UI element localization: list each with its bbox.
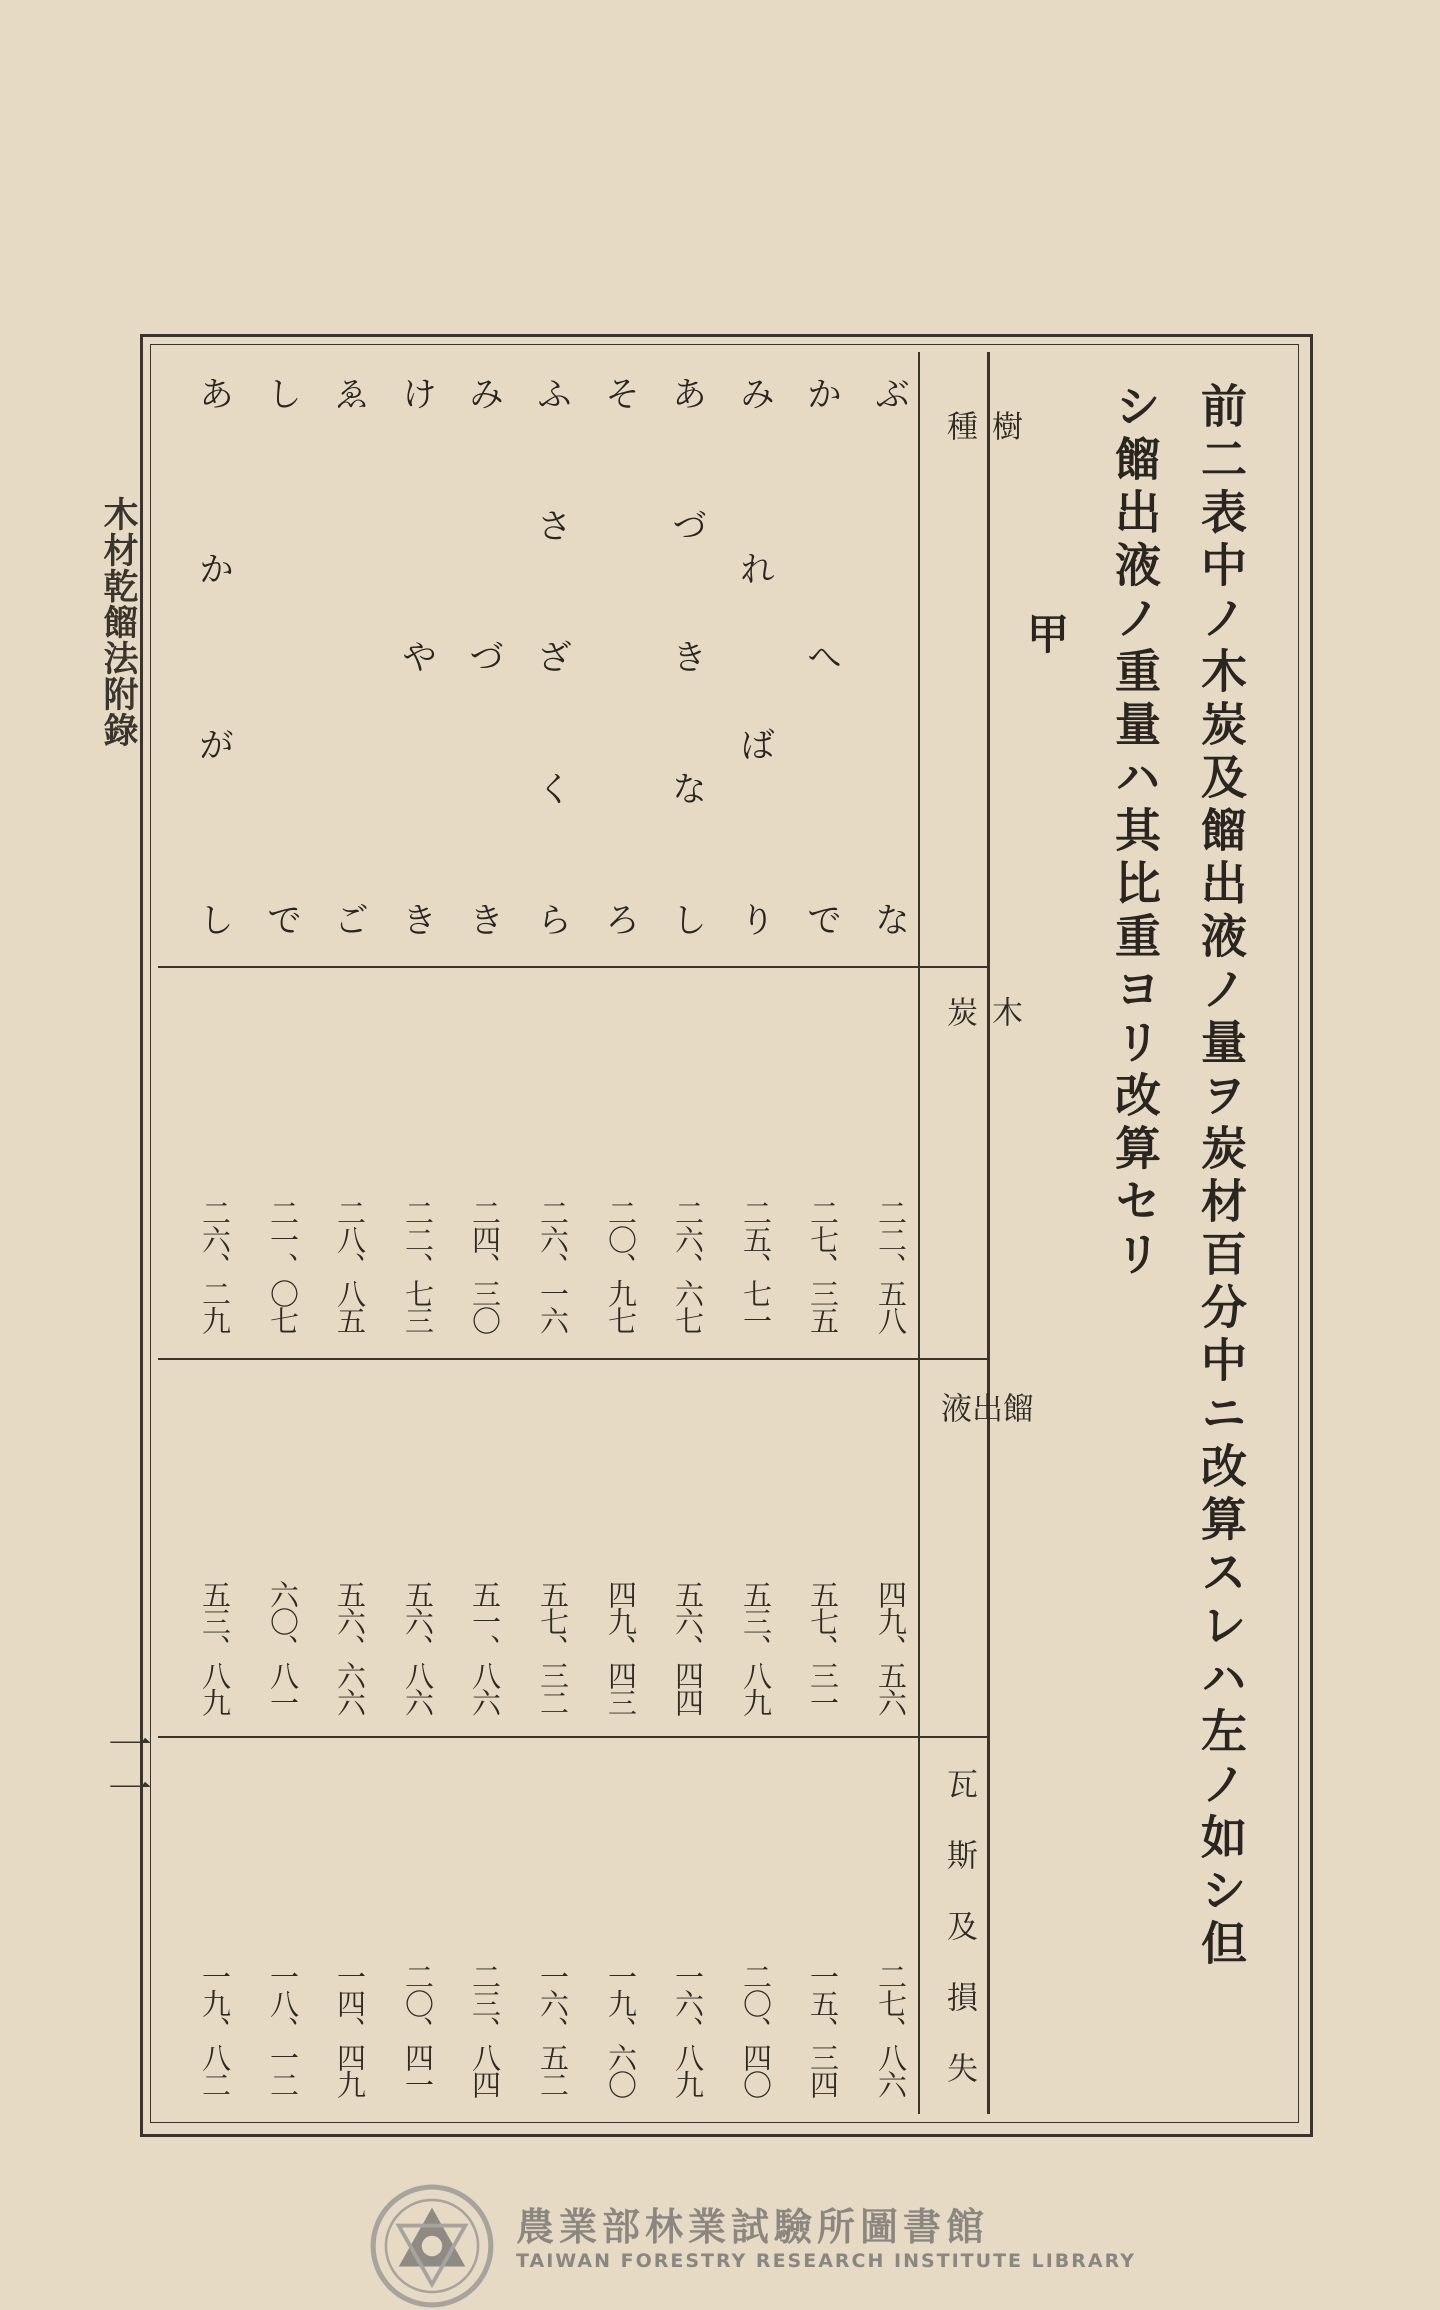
distillate-value: 五七、三二 [536, 1580, 570, 1715]
header-charcoal-1: 木 [986, 996, 1022, 1027]
species-char: み [740, 375, 778, 415]
species-char: ば [740, 725, 778, 766]
species-header-divider [918, 352, 920, 2114]
charcoal-value: 二八、八五 [333, 1198, 367, 1333]
species-char: へ [807, 638, 845, 678]
species-char: ご [334, 901, 372, 941]
body-text-line-2: シ餾出液ノ重量ハ其比重ヨリ改算セリ [1108, 382, 1162, 1283]
species-cell [604, 375, 644, 941]
species-char: ゑ [334, 375, 372, 415]
species-char: く [537, 769, 575, 810]
species-char: で [807, 901, 845, 941]
header-charcoal-2: 炭 [941, 996, 977, 1027]
species-cell [806, 375, 846, 941]
table-label: 甲 [1021, 612, 1070, 654]
gas-loss-value: 一四、四九 [333, 1962, 367, 2097]
gas-loss-value: 一六、五二 [536, 1962, 570, 2097]
header-gas-loss: 瓦斯及損失 [941, 1768, 977, 2123]
gas-loss-value: 一八、一二 [266, 1962, 300, 2097]
gas-loss-value: 二〇、四〇 [739, 1962, 773, 2097]
species-char: ざ [537, 638, 575, 678]
distillate-value: 五六、四四 [671, 1580, 705, 1715]
gas-loss-value: 二三、八四 [468, 1962, 502, 2097]
species-char: ろ [605, 901, 643, 941]
species-char: さ [537, 506, 575, 547]
species-cell [874, 375, 914, 941]
species-char: あ [672, 375, 710, 415]
species-char: な [672, 769, 710, 810]
species-char: ふ [537, 375, 575, 415]
distillate-value: 四九、四三 [604, 1580, 638, 1715]
header-species-2: 種 [941, 410, 977, 441]
charcoal-value: 二〇、九七 [604, 1198, 638, 1333]
species-char: か [807, 375, 845, 415]
charcoal-value: 二五、七一 [739, 1198, 773, 1333]
species-char: そ [605, 375, 643, 415]
header-distillate-3: 液 [935, 1392, 971, 1423]
charcoal-value: 二四、三〇 [468, 1198, 502, 1333]
distillate-value: 五七、三一 [806, 1580, 840, 1715]
row-divider-species [158, 966, 988, 968]
species-cell [333, 375, 373, 941]
species-char: し [672, 901, 710, 941]
charcoal-value: 二二、七三 [401, 1198, 435, 1333]
species-char: づ [469, 638, 507, 678]
header-species [937, 410, 1027, 860]
species-cell [671, 375, 711, 941]
row-divider-charcoal [158, 1358, 988, 1360]
species-char: ぶ [875, 375, 913, 415]
distillate-value: 四九、五六 [874, 1580, 908, 1715]
running-header: 木材乾餾法附錄 [98, 496, 139, 748]
species-cell [739, 375, 779, 941]
gas-loss-value: 二七、八六 [874, 1962, 908, 2097]
library-seal-logo [368, 2182, 496, 2310]
distillate-value: 五一、八六 [468, 1580, 502, 1715]
species-char: み [469, 375, 507, 415]
charcoal-value: 二六、二九 [198, 1198, 232, 1333]
species-char: き [672, 638, 710, 678]
header-distillate-1: 餾 [997, 1392, 1033, 1423]
species-char: あ [199, 375, 237, 415]
species-cell [536, 375, 576, 941]
species-char: し [199, 900, 237, 941]
species-char: り [740, 900, 778, 941]
species-char: や [402, 638, 440, 678]
header-charcoal [937, 996, 1027, 1286]
species-char: け [402, 375, 440, 415]
species-char: き [469, 901, 507, 941]
species-cell [468, 375, 508, 941]
species-char: な [875, 901, 913, 941]
distillate-value: 五六、六六 [333, 1580, 367, 1715]
species-cell [401, 375, 441, 941]
row-divider-distillate [158, 1736, 988, 1738]
library-name-en: TAIWAN FORESTRY RESEARCH INSTITUTE LIBRARY [516, 2250, 1136, 2272]
body-text-line-1: 前二表中ノ木炭及餾出液ノ量ヲ炭材百分中ニ改算スレハ左ノ如シ但 [1194, 382, 1248, 1972]
distillate-value: 六〇、八一 [266, 1580, 300, 1715]
library-name-zh: 農業部林業試驗所圖書館 [516, 2205, 990, 2249]
distillate-value: 五六、八六 [401, 1580, 435, 1715]
page-number: 一一 [100, 1722, 151, 1810]
header-species-1: 樹 [986, 410, 1022, 441]
header-distillate-2: 出 [966, 1392, 1002, 1423]
species-char: き [402, 901, 440, 941]
charcoal-value: 二六、六七 [671, 1198, 705, 1333]
species-char: ら [537, 901, 575, 941]
gas-loss-value: 一九、八二 [198, 1962, 232, 2097]
charcoal-value: 二二、五八 [874, 1198, 908, 1333]
species-char: づ [672, 506, 710, 547]
distillate-value: 五三、八九 [198, 1580, 232, 1715]
species-char: し [267, 375, 305, 415]
species-cell [266, 375, 306, 941]
gas-loss-value: 一九、六〇 [604, 1962, 638, 2097]
distillate-value: 五三、八九 [739, 1580, 773, 1715]
species-char: が [199, 725, 237, 766]
gas-loss-value: 一五、三四 [806, 1962, 840, 2097]
gas-loss-value: 二〇、四一 [401, 1962, 435, 2097]
header-distillate [935, 1392, 1033, 1528]
gas-loss-value: 一六、八九 [671, 1962, 705, 2097]
species-char: で [267, 901, 305, 941]
species-char: か [199, 550, 237, 591]
charcoal-value: 二六、一六 [536, 1198, 570, 1333]
charcoal-value: 二七、三五 [806, 1198, 840, 1333]
species-cell [198, 375, 238, 941]
charcoal-value: 二一、〇七 [266, 1198, 300, 1333]
species-char: れ [740, 550, 778, 591]
